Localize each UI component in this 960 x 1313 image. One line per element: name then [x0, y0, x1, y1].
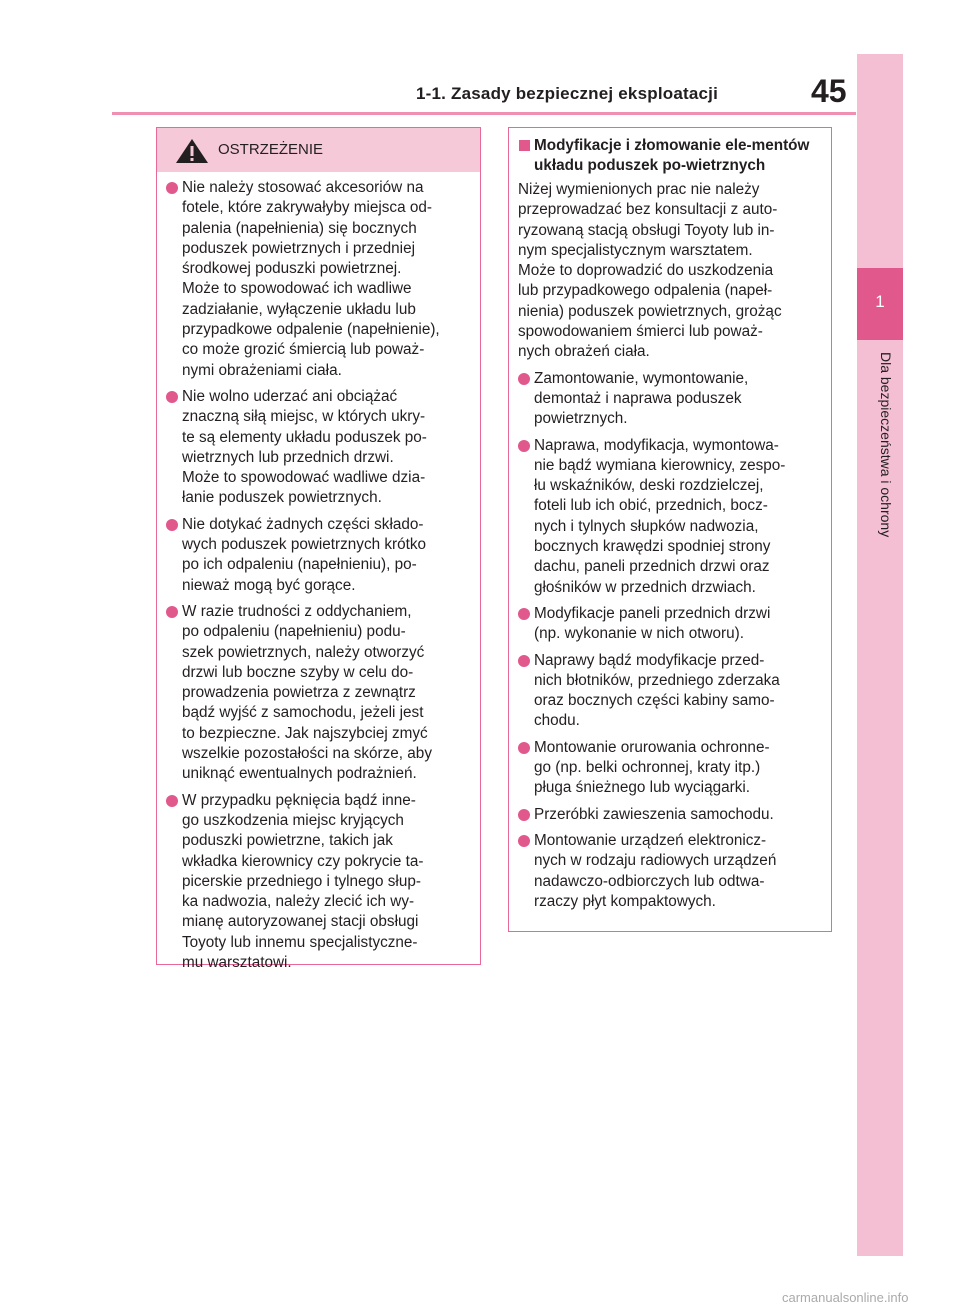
square-bullet-icon	[519, 140, 530, 151]
text-line: spowodowaniem śmierci lub poważ-	[518, 323, 763, 341]
warning-title: OSTRZEŻENIE	[218, 141, 324, 158]
text-line: drzwi lub boczne szyby w celu do-	[182, 663, 414, 681]
round-bullet-icon	[518, 373, 530, 385]
round-bullet-icon	[166, 182, 178, 194]
text-line: nadawczo-odbiorczych lub odtwa-	[534, 872, 765, 890]
text-line: prowadzenia powietrza z zewnątrz	[182, 684, 416, 702]
text-line: wszelkie pozostałości na skórze, aby	[182, 745, 432, 763]
text-line: bocznych krawędzi spodniej strony	[534, 538, 771, 556]
page-number: 45	[811, 73, 847, 109]
text-line: nich błotników, przedniego zderzaka	[534, 671, 780, 689]
watermark: carmanualsonline.info	[782, 1290, 909, 1305]
text-line: Modyfikacje paneli przednich drzwi	[534, 604, 771, 622]
bullet-item	[518, 805, 823, 825]
text-line: głośników w przednich drzwiach.	[534, 578, 756, 596]
text-line: mentów układu poduszek po-	[534, 137, 810, 174]
text-line: go uszkodzenia miejsc kryjących	[182, 811, 404, 829]
text-line: nie bądź wymiana kierownicy, zespo-	[534, 456, 786, 474]
round-bullet-icon	[518, 835, 530, 847]
text-line: uniknąć ewentualnych podrażnień.	[182, 765, 417, 783]
text-line: po odpaleniu (napełnieniu) podu-	[182, 623, 406, 641]
text-line: Może to spowodować wadliwe dzia-	[182, 469, 426, 487]
bullet-item	[166, 178, 472, 381]
text-line: W razie trudności z oddychaniem,	[182, 602, 412, 620]
bullet-item	[518, 436, 823, 598]
text-line: Przeróbki zawieszenia samochodu.	[534, 805, 774, 823]
warning-box	[156, 127, 481, 971]
bullet-item	[166, 791, 472, 974]
text-line: Nie dotykać żadnych części składo-	[182, 515, 424, 533]
text-line: co może grozić śmiercią lub poważ-	[182, 341, 425, 359]
text-line: szek powietrznych, należy otworzyć	[182, 643, 425, 661]
round-bullet-icon	[166, 606, 178, 618]
text-line: picerskie przedniego i tylnego słup-	[182, 872, 421, 890]
warning-body	[157, 172, 480, 973]
text-line: chodu.	[534, 712, 580, 730]
text-line: pługa śnieżnego lub wyciągarki.	[534, 779, 750, 797]
text-line: poduszki powietrzne, takich jak	[182, 832, 393, 850]
bullet-item	[166, 515, 472, 596]
round-bullet-icon	[518, 809, 530, 821]
text-line: po ich odpaleniu (napełnieniu), po-	[182, 556, 417, 574]
info-body	[509, 128, 831, 912]
round-bullet-icon	[518, 608, 530, 620]
text-line: Nie należy stosować akcesoriów na	[182, 179, 424, 196]
text-line: (np. wykonanie w nich otworu).	[534, 625, 745, 643]
chapter-side-tab	[857, 54, 903, 1256]
text-line: Naprawy bądź modyfikacje przed-	[534, 651, 765, 669]
text-line: nymi obrażeniami ciała.	[182, 361, 342, 379]
round-bullet-icon	[166, 519, 178, 531]
warning-header	[157, 128, 480, 172]
warning-triangle-icon	[175, 138, 209, 164]
text-line: Nie wolno uderzać ani obciążać	[182, 387, 398, 405]
info-intro	[518, 180, 823, 363]
bullet-item	[518, 651, 823, 732]
text-line: Modyfikacje i złomowanie ele-	[534, 137, 752, 154]
info-box	[508, 127, 832, 932]
text-line: Zamontowanie, wymontowanie,	[534, 369, 749, 387]
text-line: Toyoty lub innemu specjalistyczne-	[182, 933, 418, 951]
text-line: nych obrażeń ciała.	[518, 343, 650, 361]
text-line: łu wskaźników, deski rozdzielczej,	[534, 477, 764, 495]
text-line: łanie poduszek powietrznych.	[182, 489, 382, 507]
text-line: lub przypadkowego odpalenia (napeł-	[518, 282, 773, 300]
text-line: środkowej poduszki powietrznej.	[182, 260, 402, 278]
text-line: Niżej wymienionych prac nie należy	[518, 181, 760, 198]
info-heading	[518, 136, 823, 175]
text-line: znaczną siłą miejsc, w których ukry-	[182, 408, 426, 426]
text-line: ryzowaną stacją obsługi Toyoty lub in-	[518, 221, 775, 239]
text-line: nienia) poduszek powietrznych, grożąc	[518, 302, 782, 320]
text-line: nych i tylnych słupków nadwozia,	[534, 517, 759, 535]
header-rule	[112, 112, 856, 115]
text-line: wych poduszek powietrznych krótko	[182, 536, 427, 554]
text-line: Może to doprowadzić do uszkodzenia	[518, 262, 774, 280]
round-bullet-icon	[166, 795, 178, 807]
text-line: Montowanie urządzeń elektronicz-	[534, 831, 767, 849]
text-line: nieważ mogą być gorące.	[182, 576, 356, 594]
text-line: bądź wyjść z samochodu, jeżeli jest	[182, 704, 424, 722]
text-line: Naprawa, modyfikacja, wymontowa-	[534, 436, 779, 454]
chapter-label: Dla bezpieczeństwa i ochrony	[878, 352, 894, 538]
bullet-item	[518, 604, 823, 645]
text-line: zadziałanie, wyłączenie układu lub	[182, 300, 416, 318]
text-line: nych w rodzaju radiowych urządzeń	[534, 852, 777, 870]
text-line: dachu, paneli przednich drzwi oraz	[534, 558, 770, 576]
bullet-item	[166, 602, 472, 785]
round-bullet-icon	[518, 742, 530, 754]
text-line: ka nadwozia, należy zlecić ich wy-	[182, 893, 415, 911]
text-line: wietrznych lub przednich drzwi.	[182, 448, 394, 466]
text-line: przypadkowe odpalenie (napełnienie),	[182, 321, 440, 339]
round-bullet-icon	[518, 440, 530, 452]
text-line: demontaż i naprawa poduszek	[534, 389, 742, 407]
text-line: palenia (napełnienia) się bocznych	[182, 219, 417, 237]
text-line: rzaczy płyt kompaktowych.	[534, 892, 716, 910]
text-line: wietrznych	[686, 156, 766, 174]
text-line: powietrznych.	[534, 410, 628, 428]
text-line: to bezpieczne. Jak najszybciej zmyć	[182, 724, 428, 742]
chapter-number: 1	[875, 292, 885, 311]
text-line: fotele, które zakrywałyby miejsca od-	[182, 199, 432, 217]
round-bullet-icon	[166, 391, 178, 403]
text-line: go (np. belki ochronnej, kraty itp.)	[534, 759, 761, 777]
bullet-item	[518, 831, 823, 912]
text-line: nym specjalistycznym warsztatem.	[518, 241, 753, 259]
bullet-item	[166, 387, 472, 509]
text-line: Może to spowodować ich wadliwe	[182, 280, 412, 298]
text-line: oraz bocznych części kabiny samo-	[534, 692, 775, 710]
text-line: mianę autoryzowanej stacji obsługi	[182, 913, 419, 931]
text-line: foteli lub ich obić, przednich, bocz-	[534, 497, 768, 515]
text-line: wkładka kierownicy czy pokrycie ta-	[182, 852, 424, 870]
text-line: W przypadku pęknięcia bądź inne-	[182, 791, 416, 809]
text-line: przeprowadzać bez konsultacji z auto-	[518, 201, 778, 219]
bullet-item	[518, 369, 823, 430]
text-line: Montowanie orurowania ochronne-	[534, 738, 770, 756]
text-line: te są elementy układu poduszek po-	[182, 428, 427, 446]
section-title: 1-1. Zasady bezpiecznej eksploatacji	[416, 84, 718, 103]
text-line: poduszek powietrznych i przedniej	[182, 239, 415, 257]
text-line: mu warsztatowi.	[182, 953, 292, 971]
bullet-item	[518, 738, 823, 799]
round-bullet-icon	[518, 655, 530, 667]
